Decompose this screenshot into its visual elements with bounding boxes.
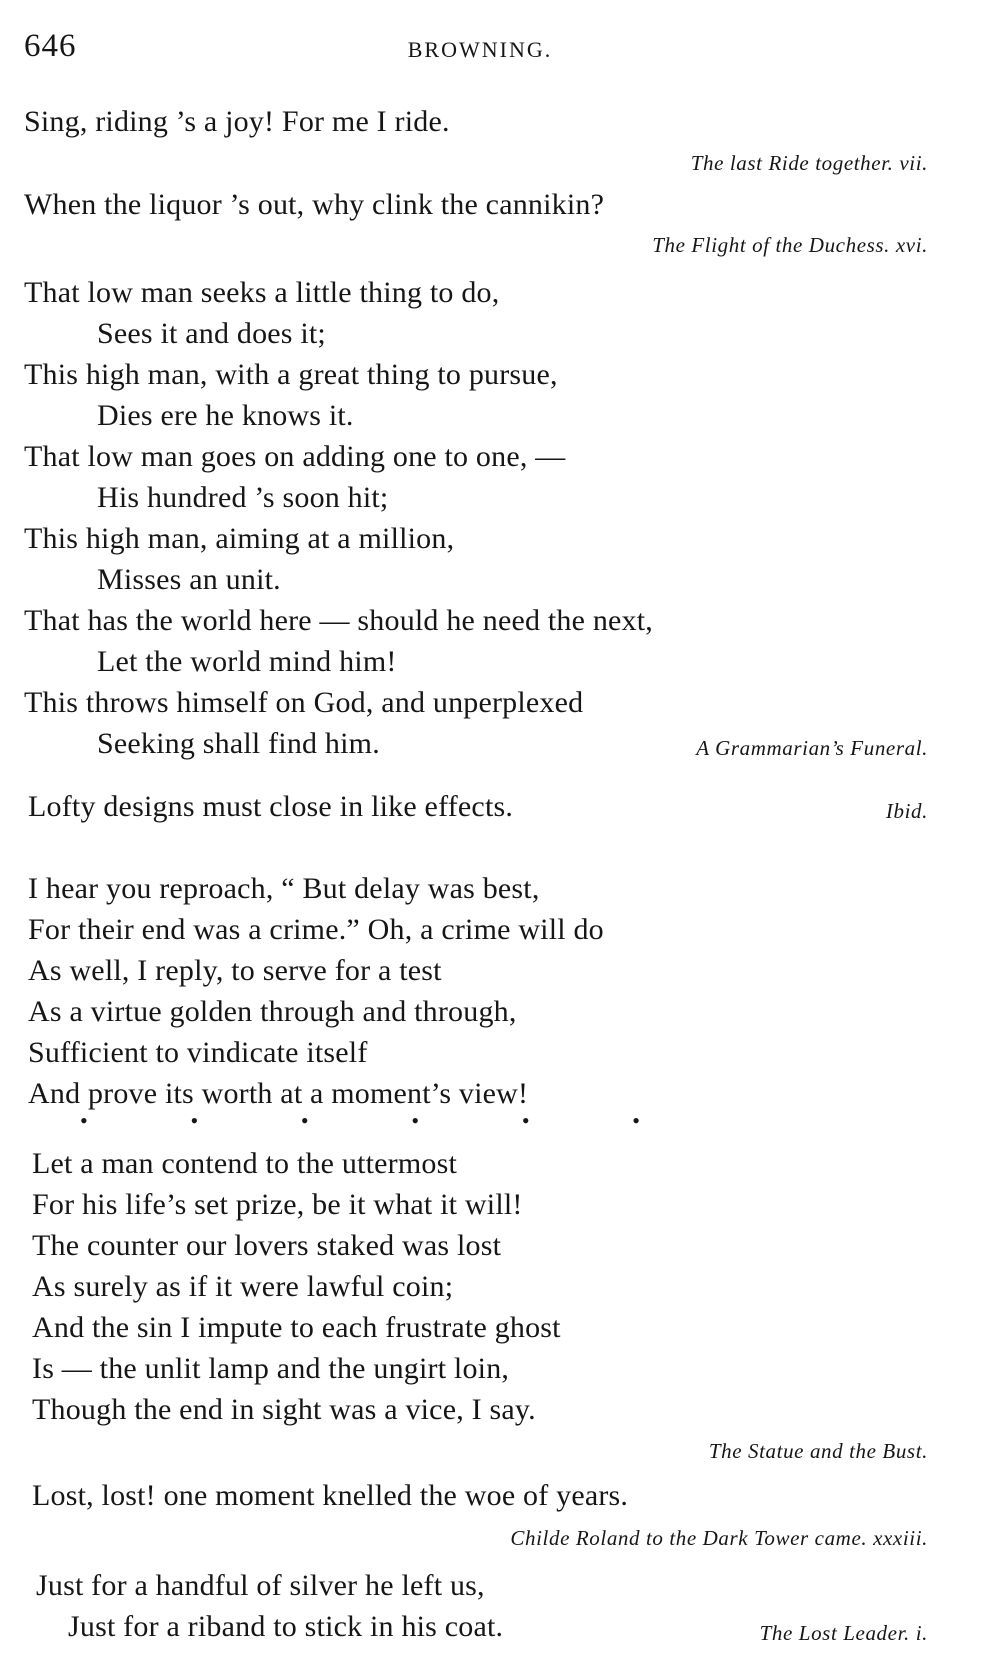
verse-line: This high man, with a great thing to pursue, [24,358,558,391]
verse-line: This throws himself on God, and unperplexed [24,686,584,719]
verse-line: This high man, aiming at a million, [24,522,455,555]
verse-line: Seeking shall find him. [97,727,380,760]
running-head: BROWNING. [407,37,553,62]
source-citation: A Grammarian’s Funeral. [696,736,928,760]
verse-line: Though the end in sight was a vice, I say. [32,1393,536,1426]
verse-line: His hundred ’s soon hit; [97,481,389,514]
verse-line: Lofty designs must close in like effects. [28,790,514,823]
verse-line: Lost, lost! one moment knelled the woe of years. [32,1479,629,1512]
verse-line: Sees it and does it; [97,317,326,350]
verse-line: As a virtue golden through and through, [28,995,517,1028]
source-citation: The Statue and the Bust. [708,1439,928,1463]
ellipsis-dot: • [300,1108,309,1133]
source-citation: The Lost Leader. i. [759,1621,928,1645]
ellipsis-dot: • [411,1108,420,1133]
ellipsis-divider [80,1110,640,1132]
verse-line: That low man goes on adding one to one, — [24,440,566,473]
verse-line: Just for a handful of silver he left us, [36,1569,485,1602]
ellipsis-dot: • [521,1108,530,1133]
ellipsis-dot: • [80,1108,88,1133]
verse-line: I hear you reproach, “ But delay was best, [28,872,540,905]
verse-line: And the sin I impute to each frustrate ghost [32,1311,561,1344]
source-citation: Childe Roland to the Dark Tower came. xxxiii. [510,1526,928,1550]
ellipsis-dot: • [190,1108,199,1133]
page-number: 646 [24,28,77,64]
verse-line: Just for a riband to stick in his coat. [68,1610,504,1643]
verse-line: Sufficient to vindicate itself [28,1036,368,1069]
verse-line: As well, I reply, to serve for a test [28,954,442,987]
page-header [24,28,936,68]
source-citation: The Flight of the Duchess. xvi. [652,233,928,257]
source-citation: The last Ride together. vii. [690,151,928,175]
verse-line: As surely as if it were lawful coin; [32,1270,454,1303]
verse-line: Let a man contend to the uttermost [32,1147,458,1180]
verse-line: Dies ere he knows it. [97,399,354,432]
verse-line: And prove its worth at a moment’s view! [28,1077,529,1110]
verse-line: Sing, riding ’s a joy! For me I ride. [24,105,450,138]
verse-line: Let the world mind him! [97,645,397,678]
verse-line: That low man seeks a little thing to do, [24,276,500,309]
verse-line: When the liquor ’s out, why clink the cannikin? [24,188,605,221]
verse-line: Is — the unlit lamp and the ungirt loin, [32,1352,510,1385]
verse-line: The counter our lovers staked was lost [32,1229,502,1262]
source-citation: Ibid. [885,799,928,823]
verse-line: For their end was a crime.” Oh, a crime will do [28,913,604,946]
verse-line: That has the world here — should he need the next, [24,604,653,637]
ellipsis-dot: • [632,1108,640,1133]
verse-line: For his life’s set prize, be it what it will! [32,1188,523,1221]
verse-line: Misses an unit. [97,563,281,596]
